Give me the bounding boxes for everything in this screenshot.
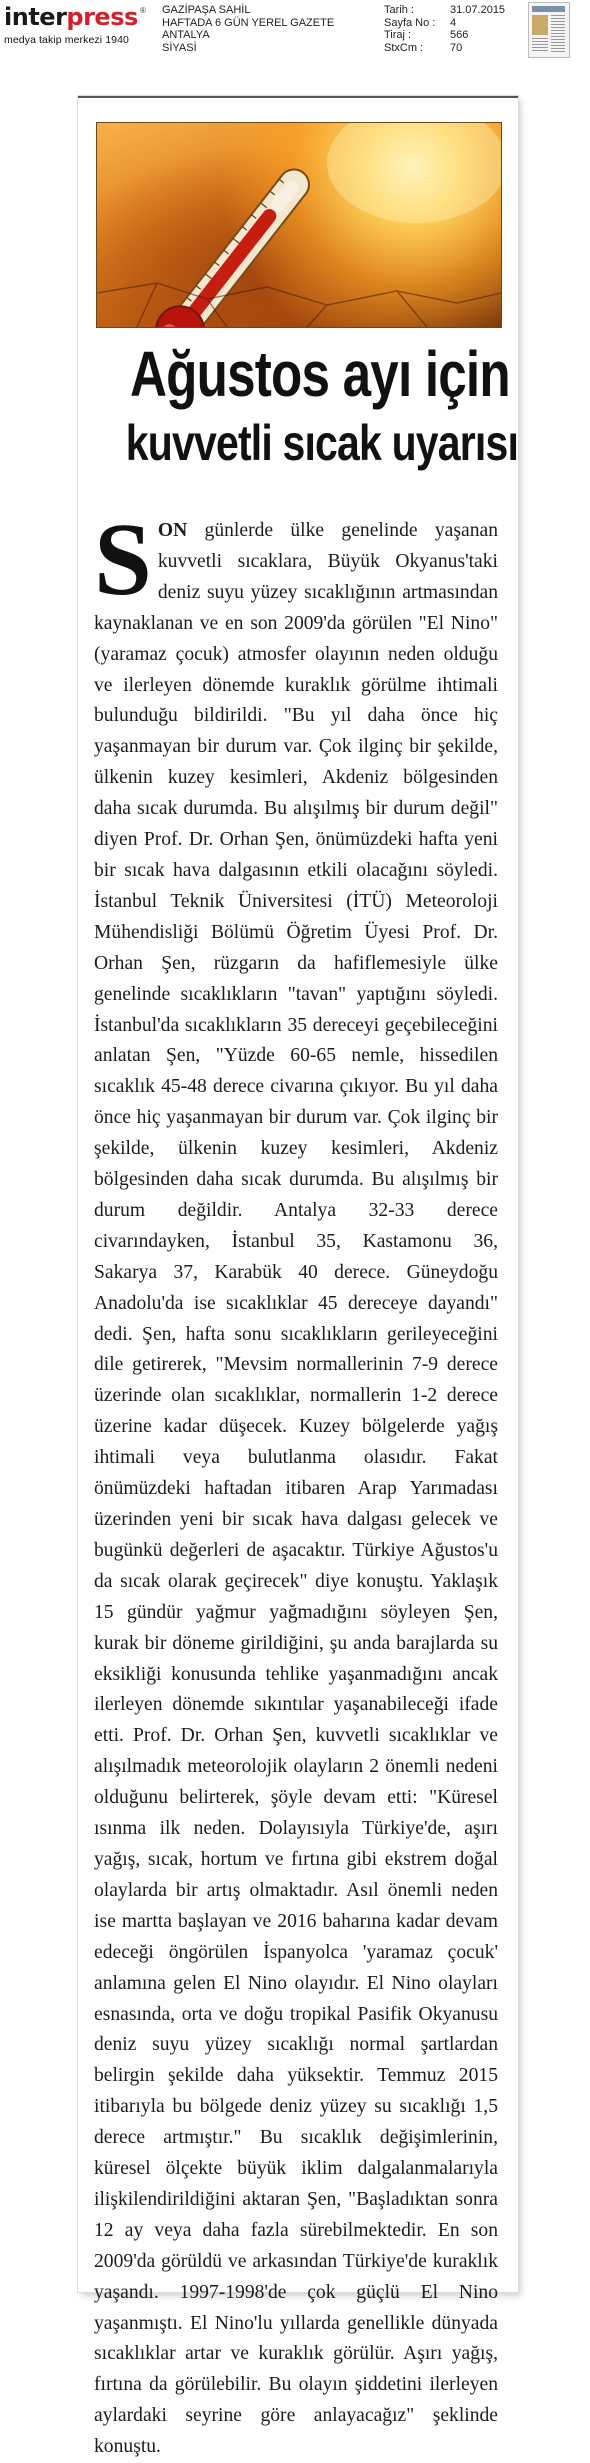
publication-info [162, 4, 382, 54]
publication-section: SİYASİ [162, 41, 197, 54]
article-lead: ON [157, 520, 188, 541]
drop-cap: S [94, 502, 152, 617]
meta-row-page [384, 17, 524, 30]
publication-name: GAZİPAŞA SAHİL [162, 4, 251, 16]
article-clipping [78, 96, 519, 2458]
logo-tagline: medya takip merkezi 1940 [4, 34, 129, 46]
article-text: günlerde ülke genelinde yaşanan kuvvetli sıcaklara, Büyük Okyanus'taki deniz suyu yüzey sıcaklığının artmasından kaynaklanan ve en son 2009'da görülen "El Nino" (yaramaz çocuk) atmosfer olayının neden olduğu ve ilerleyen dönemde kuraklık görülme ihtimali bulunduğu bildirildi. "Bu yıl daha önce hiç yaşanmayan bir durum var. Çok ilginç bir şekilde, ülkenin kuzey kesimleri, Akdeniz bölgesinden daha sıcak durumda. Bu alışılmış bir durum değil" diyen Prof. Dr. Orhan Şen, önümüzdeki hafta yeni bir sıcak hava dalgasının etkili olacağını söyledi. İstanbul Teknik Üniversitesi (İTÜ) Meteoroloji Mühendisliği Bölümü Öğretim Üyesi Prof. Dr. Orhan Şen, rüzgarın da hafiflemesiyle ülke genelinde sıcaklıkların "tavan" yaptığını söyledi. İstanbul'da sıcaklıkların 35 dereceyi geçebileceğini anlatan Şen, "Yüzde 60-65 nemle, hissedilen sıcaklık 45-48 derece civarına çıkıyor. Bu yıl daha önce hiç yaşanmayan bir durum var. Çok ilginç bir şekilde, ülkenin kuzey kesimleri, Akdeniz bölgesinden daha sıcak durumda. Bu alışılmış bir durum değildir. Antalya 32-33 derece civarındayken, İstanbul 35, Kastamonu 36, Sakarya 37, Karabük 40 derece. Güneydoğu Anadolu'da ise sıcaklıklar 45 dereceye dayandı" dedi. Şen, hafta sonu sıcaklıkların gerileyeceğini dile getirerek, "Mevsim normallerinin 7-9 derece üzerinde olan sıcaklıklar, normallerin 1-2 derece üzerine kadar düşecek. Kuzey bölgelerde yağış ihtimali veya bulutlanma olasıdır. Fakat önümüzdeki haftadan itibaren Arap Yarımadası üzerinden yeni bir sıcak hava dalgası gelecek ve bugünkü değerleri de aşacaktır. Türkiye Ağustos'u da sıcak olarak geçirecek" diye konuştu. Yaklaşık 15 gündür yağmur yağmadığını söyleyen Şen, kurak bir döneme girildiğini, şu anda barajlarda su eksikliği konusunda tehlike yaşanmadığını ancak ilerleyen dönemde sıkıntılar yaşanabileceği ifade etti. Prof. Dr. Orhan Şen, kuvvetli sıcaklıklar ve alışılmadık meteorolojik olayların 2 önemli nedeni olduğunu belirterek, şöyle devam etti: "Küresel ısınma ilk neden. Dolayısıyla Türkiye'de, aşırı yağış, sıcak, hortum ve fırtına gibi ekstrem doğal olaylarda bir artış olmaktadır. Asıl önemli neden ise martta başlayan ve 2016 baharına kadar devam edeceği öngörülen İspanyolca 'yaramaz çocuk' anlamına gelen El Nino olayıdır. El Nino olayları esnasında, orta ve doğu tropikal Pasifik Okyanusu deniz suyu yüzey sıcaklığı normal şartlardan belirgin şekilde daha yüksektir. Temmuz 2015 itibarıyla bu bölgede deniz yüzey su sıcaklığı 1,5 derece artmıştır." Bu sıcaklık değişimlerinin, küresel ölçekte büyük iklim dalgalanmalarıyla ilişkilendirildiğini aktaran Şen, "Başladıktan sonra 12 ay veya daha fazla sürebilmektedir. En son 2009'da görüldü ve arkasından Türkiye'de kuraklık yaşandı. 1997-1998'de çok güçlü El Nino yaşanmıştı. El Nino'lu yıllarda genellikle dünyada sıcaklıklar artar ve kuraklık görülür. Aşırı yağış, fırtına da görülebilir. Bu olayın şiddetini ilerleyen aylardaki seyrine göre anlayacağız" şeklinde konuştu. [94, 520, 498, 2458]
meta-label: StxCm : [384, 41, 424, 54]
article-body [94, 502, 498, 2463]
meta-label: Sayfa No : [384, 16, 436, 29]
interpress-logo [4, 4, 156, 46]
meta-value: 566 [450, 29, 469, 41]
meta-row-date [384, 4, 524, 17]
meta-label: Tiraj : [384, 29, 412, 41]
logo-word-suffix: press [66, 3, 138, 31]
clipping-top-rule [78, 96, 518, 98]
meta-value: 31.07.2015 [450, 4, 506, 16]
headline-line-2: kuvvetli sıcak uyarısı [125, 415, 519, 471]
meta-row-stxcm [384, 42, 524, 55]
headline-line-1: Ağustos ayı için [130, 338, 510, 410]
article-headline [88, 336, 519, 474]
page-thumbnail[interactable] [528, 2, 570, 58]
logo-registered-mark: ® [140, 6, 146, 15]
clipping-meta [384, 4, 524, 54]
logo-word-prefix: inter [4, 3, 67, 31]
meta-label: Tarih : [384, 4, 414, 16]
thermometer-icon [97, 123, 501, 327]
meta-row-circulation [384, 29, 524, 42]
meta-value: 4 [450, 16, 457, 29]
logo-wordmark [4, 4, 138, 30]
meta-value: 70 [450, 41, 463, 54]
publication-frequency: HAFTADA 6 GÜN YEREL GAZETE [162, 16, 335, 29]
thermometer-photo [96, 122, 502, 328]
publication-city: ANTALYA [162, 29, 210, 41]
page-header [0, 0, 590, 62]
